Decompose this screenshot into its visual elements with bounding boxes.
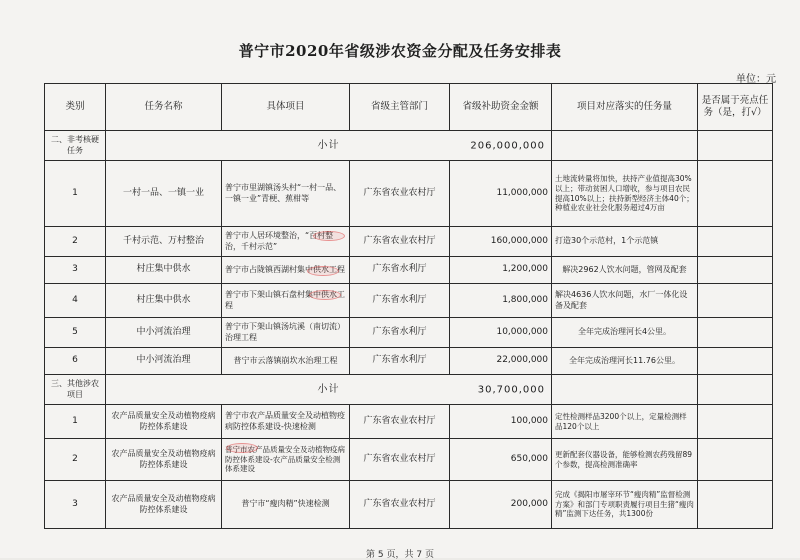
row-dept: 广东省水利厅: [350, 318, 450, 348]
table-row: [45, 227, 773, 257]
row-project: [222, 439, 350, 481]
stamp-mark: [313, 231, 345, 241]
row-project: [222, 257, 350, 284]
row-project-text: 普宁市人居环境整治，“百村整治，千村示范”: [225, 231, 334, 251]
row-highlight: [698, 284, 773, 318]
section-label: 三、其他涉农项目: [45, 375, 106, 405]
row-amount: 200,000: [450, 481, 552, 529]
row-number: 4: [45, 284, 106, 318]
row-amount: 100,000: [450, 405, 552, 439]
table-row: [45, 348, 773, 375]
row-amount: 22,000,000: [450, 348, 552, 375]
row-project: 普宁市下架山镇汤坑溪（南切流）治理工程: [222, 318, 350, 348]
row-dept: 广东省水利厅: [350, 348, 450, 375]
row-task: 村庄集中供水: [106, 284, 222, 318]
header-amount: 省级补助资金金额: [450, 84, 552, 131]
row-dept: 广东省水利厅: [350, 284, 450, 318]
page-footer: 第 5 页，共 7 页: [366, 550, 434, 560]
subtotal-label: 小计 206,000,000: [106, 131, 552, 161]
row-project: 普宁市云落镇崩坎水治理工程: [222, 348, 350, 375]
row-dept: 广东省农业农村厅: [350, 405, 450, 439]
row-highlight: [698, 348, 773, 375]
row-project-text: 普宁市占陇镇西湖村集中供水工程: [225, 264, 345, 274]
row-task: 千村示范、万村整治: [106, 227, 222, 257]
row-target: 全年完成治理河长11.76公里。: [552, 348, 698, 375]
table-row: [45, 257, 773, 284]
row-amount: 1,800,000: [450, 284, 552, 318]
table-row: [45, 318, 773, 348]
header-project: 具体项目: [222, 84, 350, 131]
row-project-text: 普宁市农产品质量安全及动植物疫病防控体系建设-农产品质量安全检测体系建设: [225, 444, 345, 474]
row-target: 解决4636人饮水问题，水厂一体化设备及配套: [552, 284, 698, 318]
unit-label: 单位：元: [736, 74, 776, 85]
row-dept: 广东省农业农村厅: [350, 481, 450, 529]
row-project: [222, 284, 350, 318]
stamp-mark: [309, 290, 341, 300]
row-task: 中小河流治理: [106, 348, 222, 375]
row-number: 1: [45, 161, 106, 227]
row-number: 6: [45, 348, 106, 375]
table-row: [45, 161, 773, 227]
row-highlight: [698, 405, 773, 439]
stamp-mark: [226, 443, 258, 453]
row-target: 土地流转量将加快，扶持产业值提高30%以上；带动贫困人口增收，参与项目农民提高10%以上；扶持新型经济主体40个；种植业农业社会化服务超过4万亩: [552, 161, 698, 227]
row-highlight: [698, 481, 773, 529]
row-amount: 11,000,000: [450, 161, 552, 227]
row-number: 2: [45, 227, 106, 257]
row-target: 解决2962人饮水问题，管网及配套: [552, 257, 698, 284]
row-dept: 广东省农业农村厅: [350, 227, 450, 257]
row-task: 中小河流治理: [106, 318, 222, 348]
row-number: 1: [45, 405, 106, 439]
row-amount: 10,000,000: [450, 318, 552, 348]
row-amount: 650,000: [450, 439, 552, 481]
row-project: 普宁市“瘦肉精”快速检测: [222, 481, 350, 529]
row-highlight: [698, 257, 773, 284]
table-row: [45, 439, 773, 481]
header-target: 项目对应落实的任务量: [552, 84, 698, 131]
row-number: 3: [45, 257, 106, 284]
section-label: 二、非考核硬任务: [45, 131, 106, 161]
stamp-mark: [307, 266, 339, 276]
row-task: 农产品质量安全及动植物疫病防控体系建设: [106, 439, 222, 481]
row-target: 定性检测样品3200个以上，定量检测样品120个以上: [552, 405, 698, 439]
header-task: 任务名称: [106, 84, 222, 131]
row-task: 农产品质量安全及动植物疫病防控体系建设: [106, 481, 222, 529]
row-project: 普宁市农产品质量安全及动植物疫病防控体系建设-快速检测: [222, 405, 350, 439]
section-subtotal-row: [45, 375, 773, 405]
header-dept: 省级主管部门: [350, 84, 450, 131]
table-header-row: [45, 84, 773, 131]
row-target: 更新配套仪器设备，能够检测农药残留89个参数，提高检测准确率: [552, 439, 698, 481]
row-amount: 1,200,000: [450, 257, 552, 284]
subtotal-amount: 30,700,000: [477, 384, 545, 395]
row-task: 一村一品、一镇一业: [106, 161, 222, 227]
row-target: 全年完成治理河长4公里。: [552, 318, 698, 348]
row-number: 2: [45, 439, 106, 481]
header-category: 类别: [45, 84, 106, 131]
row-highlight: [698, 439, 773, 481]
table-row: [45, 405, 773, 439]
subtotal-label: 小计 30,700,000: [106, 375, 552, 405]
row-project: 普宁市里湖镇汤头村“一村一品、一镇一业”青梗、蕉柑等: [222, 161, 350, 227]
row-dept: 广东省农业农村厅: [350, 161, 450, 227]
row-task: 农产品质量安全及动植物疫病防控体系建设: [106, 405, 222, 439]
row-highlight: [698, 227, 773, 257]
section-subtotal-row: [45, 131, 773, 161]
row-project-text: 普宁市下架山镇石盘村集中供水工程: [225, 290, 345, 310]
table-row: [45, 284, 773, 318]
row-highlight: [698, 161, 773, 227]
table-row: [45, 481, 773, 529]
subtotal-amount: 206,000,000: [470, 140, 545, 151]
document-title: 普宁市2020年省级涉农资金分配及任务安排表: [238, 42, 562, 60]
header-highlight: 是否属于亮点任务（是，打√）: [698, 84, 773, 131]
row-project: [222, 227, 350, 257]
row-task: 村庄集中供水: [106, 257, 222, 284]
row-highlight: [698, 318, 773, 348]
allocation-table: [44, 83, 773, 529]
row-amount: 160,000,000: [450, 227, 552, 257]
row-target: 打造30个示范村，1个示范镇: [552, 227, 698, 257]
row-target: 完成《揭阳市屠宰环节“瘦肉精”监督检测方案》和部门专项职责履行项目生猪“瘦肉精”监测下达任务，共1300份: [552, 481, 698, 529]
row-dept: 广东省水利厅: [350, 257, 450, 284]
row-number: 5: [45, 318, 106, 348]
row-dept: 广东省农业农村厅: [350, 439, 450, 481]
row-number: 3: [45, 481, 106, 529]
